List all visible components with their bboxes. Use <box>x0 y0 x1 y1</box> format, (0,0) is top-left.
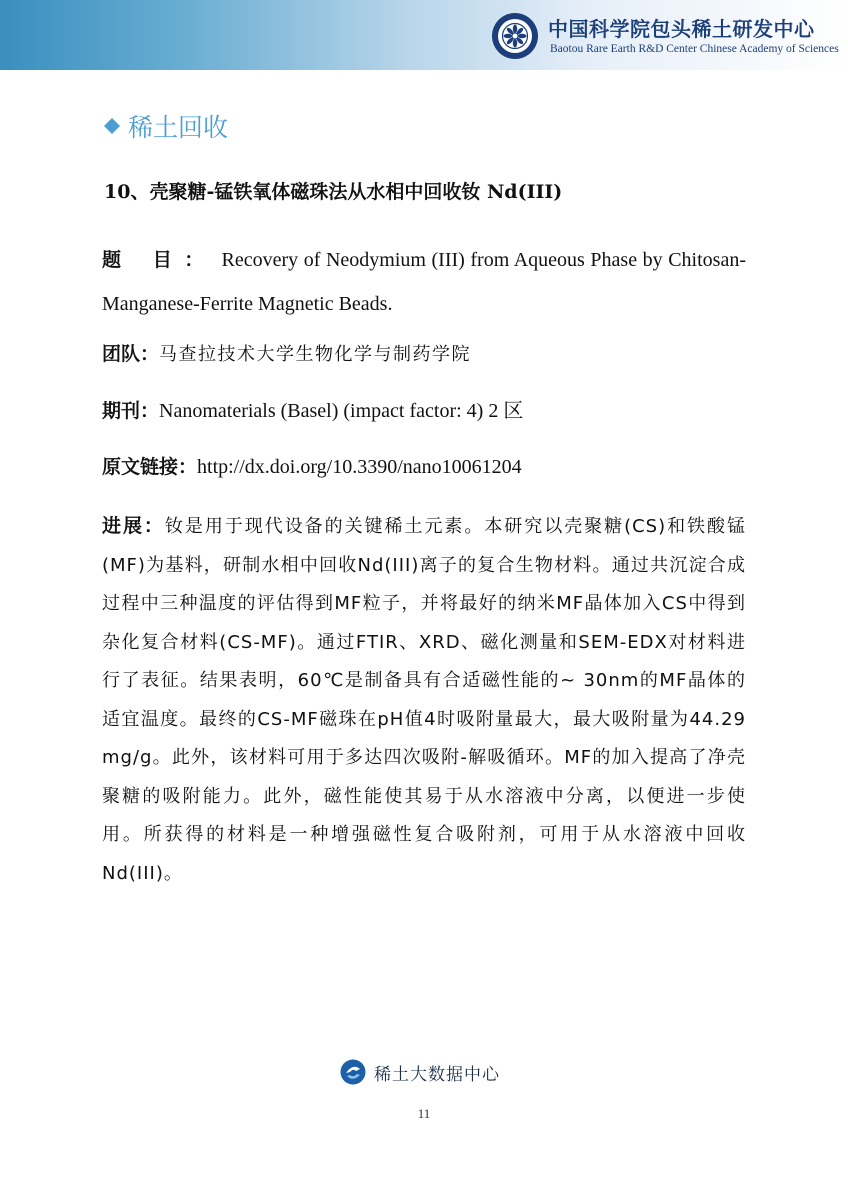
section-title <box>104 108 228 144</box>
journal-field <box>102 396 746 426</box>
progress-field <box>102 507 746 893</box>
page-number: 11 <box>417 1106 431 1121</box>
title-label: 题 目： <box>102 249 216 271</box>
footer-brand-text: 稀土大数据中心 <box>374 1064 500 1085</box>
progress-label: 进展： <box>102 515 165 537</box>
journal-value: Nanomaterials (Basel) (impact factor: 4) 2 区 <box>159 400 524 422</box>
cas-logo-icon <box>491 12 539 60</box>
title-field <box>102 238 746 326</box>
footer-brand <box>340 1059 500 1085</box>
diamond-bullet-icon <box>104 118 120 134</box>
progress-text: 钕是用于现代设备的关键稀土元素。本研究以壳聚糖(CS)和铁酸锰(MF)为基料，研制水相中回收Nd(III)离子的复合生物材料。通过共沉淀合成过程中三种温度的评估得到MF粒子，并将最好的纳米MF晶体加入CS中得到杂化复合材料(CS-MF)。通过FTIR、XRD、磁化测量和SEM-EDX对材料进行了表征。结果表明，60℃是制备具有合适磁性能的~ 30nm的MF晶体的适宜温度。最终的CS-MF磁珠在pH值4时吸附量最大，最大吸附量为44.29 mg/g。此外，该材料可用于多达四次吸附-解吸循环。MF的加入提高了净壳聚糖的吸附能力。此外，磁性能使其易于从水溶液中分离，以便进一步使用。所获得的材料是一种增强磁性复合吸附剂，可用于从水溶液中回收Nd(III)。 <box>102 516 746 884</box>
org-name-cn: 中国科学院包头稀土研发中心 <box>548 17 815 41</box>
link-value[interactable]: http://dx.doi.org/10.3390/nano10061204 <box>197 456 522 478</box>
title-value: Recovery of Neodymium (III) from Aqueous Phase by Chitosan-Manganese-Ferrite Magnetic Beads. <box>102 249 746 315</box>
team-label: 团队： <box>102 343 160 365</box>
team-field <box>102 339 746 370</box>
section-title-text: 稀土回收 <box>128 113 229 142</box>
journal-label: 期刊： <box>102 400 160 422</box>
link-field <box>102 452 746 482</box>
link-label: 原文链接： <box>102 456 198 478</box>
team-value: 马查拉技术大学生物化学与制药学院 <box>159 344 472 365</box>
article-heading: 10、壳聚糖-锰铁氧体磁珠法从水相中回收钕 Nd(III) <box>104 181 563 203</box>
big-data-center-logo-icon <box>340 1059 366 1085</box>
org-name-en: Baotou Rare Earth R&D Center Chinese Academy of Sciences <box>550 43 839 55</box>
